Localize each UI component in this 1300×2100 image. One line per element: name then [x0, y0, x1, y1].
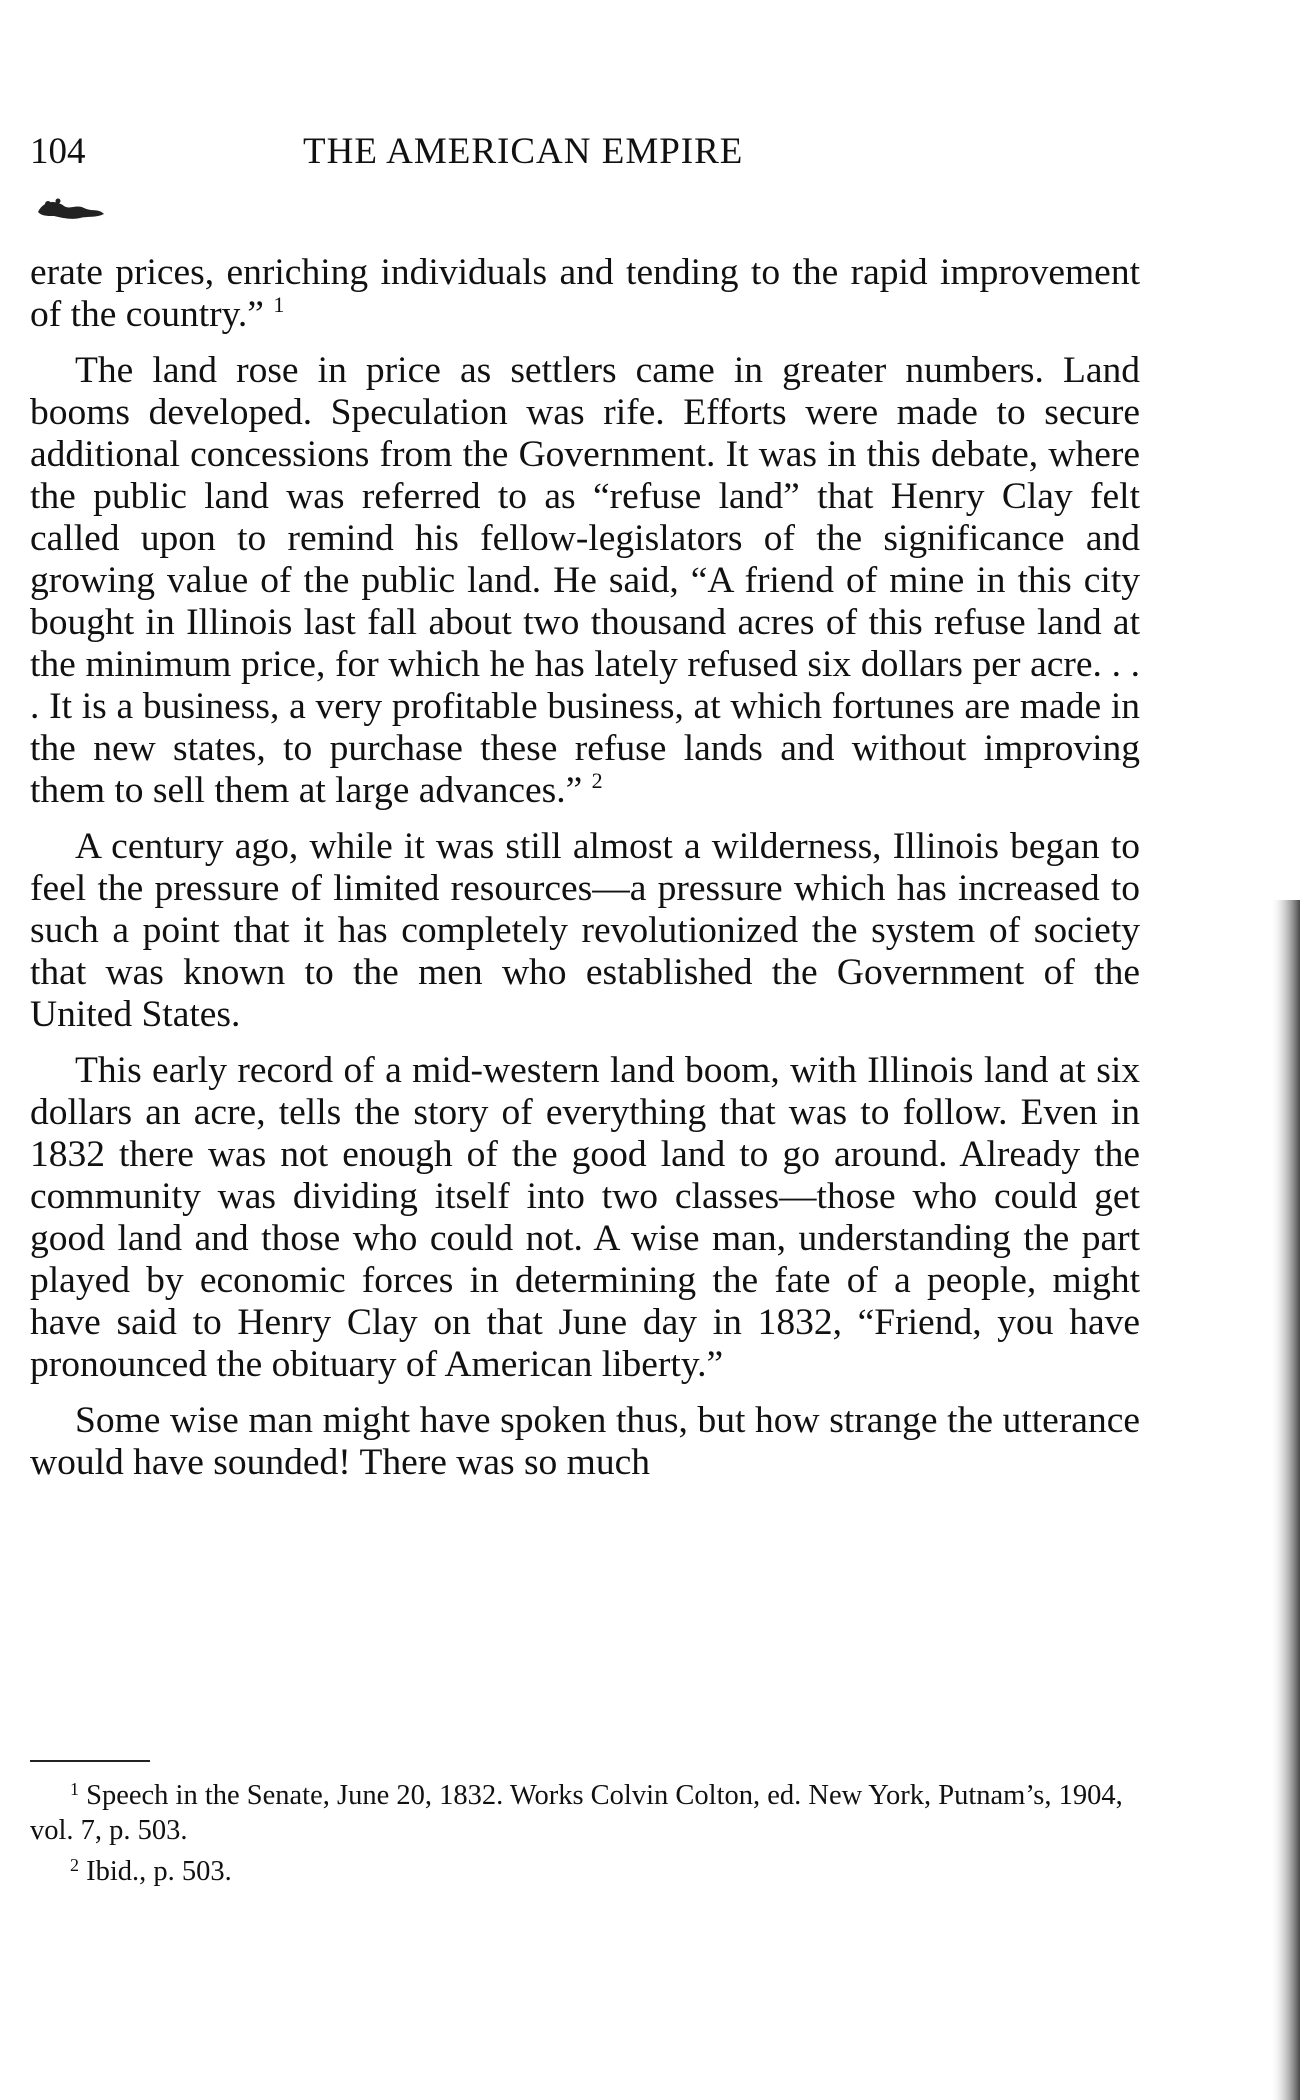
- footnote-reference: 2: [591, 768, 603, 793]
- footnote: [30, 1778, 1150, 1848]
- book-title: THE AMERICAN EMPIRE: [303, 131, 744, 172]
- footnotes: [30, 1778, 1150, 1889]
- page-edge-shadow: [1270, 900, 1300, 2100]
- body-text: [30, 252, 1140, 1484]
- footnote-mark: 1: [70, 1779, 79, 1799]
- paragraph: This early record of a mid-western land boom, with Illinois land at six dollars an acre, tells the story of everything that was to follow. Even in 1832 there was not enough of the good land to go around. Already the community was dividing itself into two classes—those who could get good land and those who could not. A wise man, understanding the part played by economic forces in determining the fate of a people, might have said to Henry Clay on that June day in 1832, “Friend, you have pronounced the obituary of American liberty.”: [30, 1050, 1140, 1385]
- footnote: [30, 1854, 1150, 1889]
- paragraph-text: The land rose in price as settlers came in greater numbers. Land booms developed. Speculation was rife. Efforts were made to secure additional concessions from the Government. It was in this debate, where the public land was referred to as “refuse land” that Henry Clay felt called upon to remind his fellow-legislators of the significance and growing value of the public land. He said, “A friend of mine in this city bought in Illinois last fall about two thousand acres of this refuse land at the minimum price, for which he has lately refused six dollars per acre. . . . It is a business, a very profitable business, at which fortunes are made in the new states, to purchase these refuse lands and without improving them to sell them at large advances.”: [30, 350, 1140, 811]
- paragraph: [30, 350, 1140, 812]
- page-number: 104: [30, 131, 86, 172]
- footnote-text: Speech in the Senate, June 20, 1832. Works Colvin Colton, ed. New York, Putnam’s, 1904, vol. 7, p. 503.: [30, 1780, 1123, 1846]
- footnote-divider: [30, 1760, 150, 1762]
- footnote-text: Ibid., p. 503.: [86, 1856, 232, 1887]
- footnote-reference: 1: [273, 292, 285, 317]
- paragraph: Some wise man might have spoken thus, but how strange the utterance would have sounded! There was so much: [30, 1400, 1140, 1483]
- ornament-icon: [36, 196, 106, 222]
- footnote-mark: 2: [70, 1855, 79, 1875]
- running-head: [30, 122, 1150, 182]
- paragraph: A century ago, while it was still almost a wilderness, Illinois began to feel the pressure of limited resources—a pressure which has increased to such a point that it has completely revolutionized the system of society that was known to the men who established the Government of the United States.: [30, 826, 1140, 1035]
- paragraph: [30, 252, 1140, 336]
- paragraph-text: erate prices, enriching individuals and tending to the rapid improvement of the country.”: [30, 252, 1140, 335]
